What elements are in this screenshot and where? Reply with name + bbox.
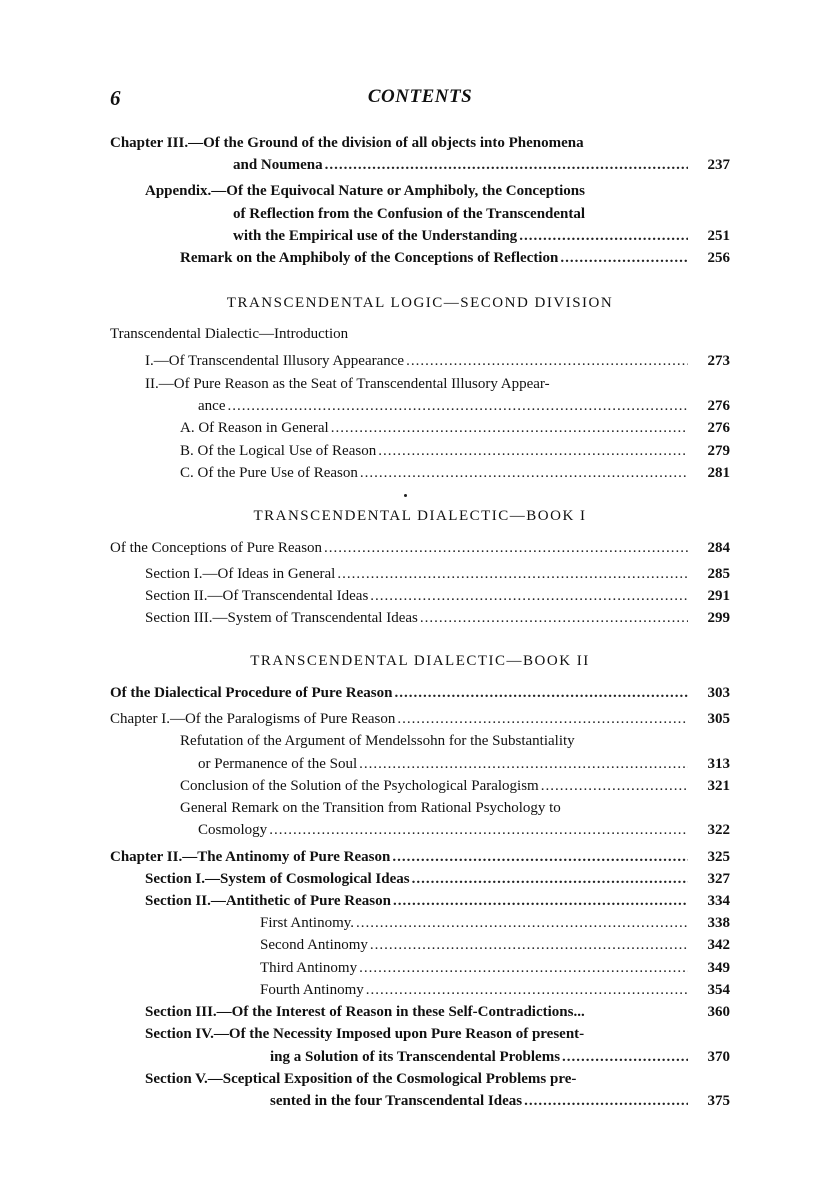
toc-entry: Section I.—Of Ideas in General ..... 285 [145,564,730,584]
toc-entry: with the Empirical use of the Understanding ..... 251 [233,226,730,246]
toc-line: Section V.—Sceptical Exposition of the Cosmological Problems pre- [145,1071,577,1087]
toc-line: of Reflection from the Confusion of the Transcendental [233,206,586,222]
toc-line: General Remark on the Transition from Rational Psychology to [180,800,561,816]
section-heading: TRANSCENDENTAL DIALECTIC—BOOK I [253,508,587,524]
toc-entry: Third Antinomy ..... 349 [260,958,730,978]
toc-entry: C. Of the Pure Use of Reason ..... 281 [180,463,730,483]
toc-line: II.—Of Pure Reason as the Seat of Transcendental Illusory Appear- [145,376,550,392]
toc-line: Transcendental Dialectic—Introduction [110,326,349,342]
toc-entry: ance ..... 276 [198,396,730,416]
toc-entry: A. Of Reason in General ..... 276 [180,418,730,438]
running-title: CONTENTS [367,86,473,107]
toc-entry: First Antinomy. ..... 338 [260,913,730,933]
toc-entry: Section III.—Of the Interest of Reason in these Self-Contradictions... 360 [145,1004,730,1020]
toc-line: Chapter III.—Of the Ground of the division of all objects into Phenomena [110,135,584,151]
page-header [110,86,730,110]
stray-ink-mark [404,494,407,497]
toc-entry: Section II.—Of Transcendental Ideas ..... 291 [145,586,730,606]
toc-entry: Second Antinomy ..... 342 [260,935,730,955]
toc-entry: or Permanence of the Soul ..... 313 [198,754,730,774]
toc-entry: Remark on the Amphiboly of the Conceptions of Reflection ..... 256 [180,248,730,268]
toc-entry: Chapter I.—Of the Paralogisms of Pure Reason ..... 305 [110,709,730,729]
section-heading: TRANSCENDENTAL LOGIC—SECOND DIVISION [226,295,614,311]
toc-line: Appendix.—Of the Equivocal Nature or Amphiboly, the Conceptions [145,183,585,199]
toc-entry: I.—Of Transcendental Illusory Appearance ..... 273 [145,351,730,371]
toc-entry: sented in the four Transcendental Ideas ..... 375 [270,1091,730,1111]
toc-entry: Conclusion of the Solution of the Psychological Paralogism ..... 321 [180,776,730,796]
toc-entry: Section III.—System of Transcendental Ideas ..... 299 [145,608,730,628]
toc-entry: Fourth Antinomy ..... 354 [260,980,730,1000]
toc-entry: and Noumena ..... 237 [233,155,730,175]
toc-line: Refutation of the Argument of Mendelssohn for the Substantiality [180,733,575,749]
toc-line: Section IV.—Of the Necessity Imposed upon Pure Reason of present- [145,1026,585,1042]
toc-entry: Of the Conceptions of Pure Reason ..... 284 [110,538,730,558]
toc-entry: Of the Dialectical Procedure of Pure Reason ..... 303 [110,683,730,703]
toc-entry: B. Of the Logical Use of Reason ..... 279 [180,441,730,461]
section-heading: TRANSCENDENTAL DIALECTIC—BOOK II [250,653,590,669]
toc-entry: Cosmology ..... 322 [198,820,730,840]
page-number: 6 [110,86,121,110]
toc-entry: Section I.—System of Cosmological Ideas ..... 327 [145,869,730,889]
toc-entry: Section II.—Antithetic of Pure Reason ..... 334 [145,891,730,911]
toc-entry: Chapter II.—The Antinomy of Pure Reason ..... 325 [110,847,730,867]
toc-entry: ing a Solution of its Transcendental Problems ..... 370 [270,1047,730,1067]
